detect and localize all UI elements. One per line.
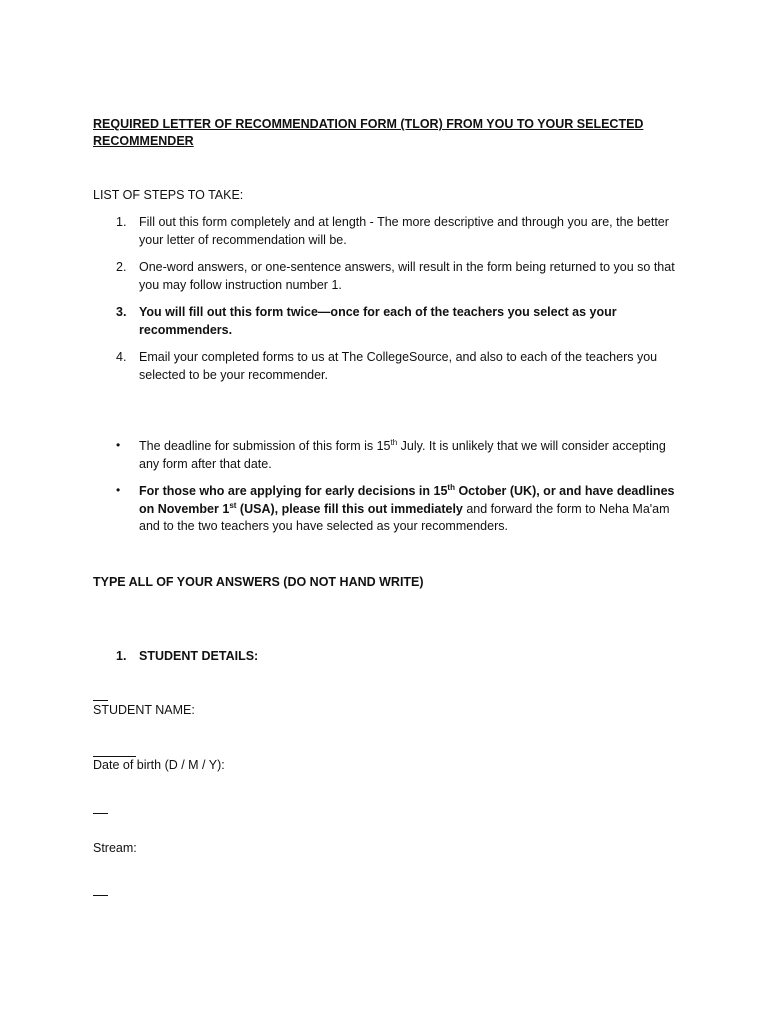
step-number: 2. [116, 260, 127, 274]
step-text: One-word answers, or one-sentence answers, will result in the form being returned to you so that you may follow instruction number 1. [139, 260, 675, 292]
step-number: 4. [116, 350, 127, 364]
section-number: 1. [116, 649, 127, 663]
document-title [93, 116, 653, 150]
bullet-text: For those who are applying for early decisions in 15th October (UK), or and have deadlines on November 1st (USA), please fill this out immediately and forward the form to Neha Ma'am and to the two teachers you have selected as your recommenders. [139, 482, 675, 533]
dob-label: Date of birth (D / M / Y): [93, 758, 225, 772]
student-name-label: STUDENT NAME: [93, 703, 195, 717]
section-label: STUDENT DETAILS: [139, 649, 259, 663]
title-line-1: REQUIRED LETTER OF RECOMMENDATION FORM (TLOR) FROM YOU TO YOUR SELECTED [93, 117, 644, 131]
step-text: Email your completed forms to us at The CollegeSource, and also to each of the teachers you selected to be your recommender. [139, 350, 658, 382]
steps-heading: LIST OF STEPS TO TAKE: [93, 188, 244, 202]
stream-label: Stream: [93, 841, 137, 855]
bullet-dot-icon: • [116, 483, 121, 497]
answer-line [93, 813, 108, 815]
step-number: 1. [116, 215, 127, 229]
type-instruction: TYPE ALL OF YOUR ANSWERS (DO NOT HAND WRITE) [93, 575, 424, 589]
title-line-2: RECOMMENDER [93, 134, 194, 148]
step-number: 3. [116, 305, 127, 319]
step-text: Fill out this form completely and at length - The more descriptive and through you are, the better your letter of recommendation will be. [139, 215, 669, 247]
answer-line [93, 700, 108, 702]
step-text: You will fill out this form twice—once for each of the teachers you select as your recommenders. [139, 305, 617, 337]
bullet-dot-icon: • [116, 438, 121, 452]
bullet-text: The deadline for submission of this form is 15th July. It is unlikely that we will consider accepting any form after that date. [139, 437, 666, 471]
answer-line [93, 895, 108, 897]
